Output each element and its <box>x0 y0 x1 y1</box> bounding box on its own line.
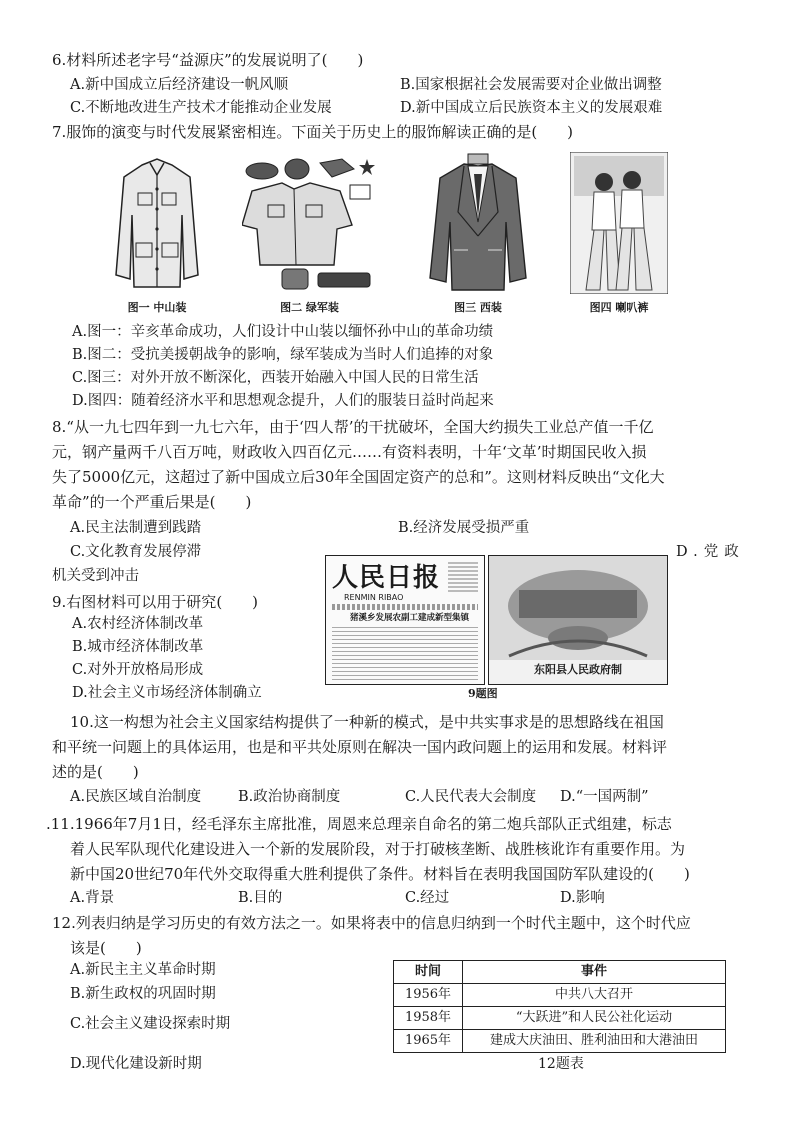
q8-option-b: B.经济发展受损严重 <box>398 520 530 536</box>
table-cell-year: 1958年 <box>394 1007 463 1030</box>
table-row <box>394 1030 726 1053</box>
newspaper-body-text <box>332 626 478 680</box>
q9-newspaper-image <box>325 555 485 685</box>
newspaper-column-block <box>448 562 478 592</box>
newspaper-masthead: 人民日报 <box>332 563 441 593</box>
table-header-time: 时间 <box>394 961 463 984</box>
q7-figure-2 <box>242 155 377 295</box>
q12-events-table <box>393 960 726 1053</box>
q9-option-d: D.社会主义市场经济体制确立 <box>72 685 262 701</box>
western-suit-image <box>428 152 528 294</box>
q7-figure-1 <box>112 155 202 295</box>
table-header-row <box>394 961 726 984</box>
q11-line-3: 新中国20世纪70年代外交取得重大胜利提供了条件。材料旨在表明我国国防军队建设的( ) <box>70 865 690 883</box>
q11-line-2: 着人民军队现代化建设进入一个新的发展阶段，对于打破核垄断、战胜核讹诈有重要作用。为 <box>70 840 686 858</box>
q9-option-b: B.城市经济体制改革 <box>72 639 204 655</box>
q8-line-4: 革命”的一个严重后果是( ) <box>52 493 252 511</box>
q11-option-a: A.背景 <box>70 890 115 906</box>
table-row <box>394 984 726 1007</box>
q9-option-c: C.对外开放格局形成 <box>72 662 204 678</box>
q10-option-b: B.政治协商制度 <box>238 789 341 805</box>
table-cell-event: 建成大庆油田、胜利油田和大港油田 <box>463 1030 726 1053</box>
q8-option-c: C.文化教育发展停滞 <box>70 544 202 560</box>
q7-caption-3: 图三 西装 <box>454 301 502 314</box>
q8-option-d-continued: 机关受到冲击 <box>52 568 139 584</box>
q7-figure-3 <box>428 152 528 294</box>
q12-option-c: C.社会主义建设探索时期 <box>70 1016 231 1032</box>
q7-figure-4 <box>570 152 668 294</box>
table-row <box>394 1007 726 1030</box>
q9-option-a: A.农村经济体制改革 <box>72 616 204 632</box>
newspaper-pinyin: RENMIN RIBAO <box>344 593 404 602</box>
q7-stem: 7.服饰的演变与时代发展紧密相连。下面关于历史上的服饰解读正确的是( ) <box>52 123 574 141</box>
q12-table-caption: 12题表 <box>538 1056 584 1072</box>
q7-option-b: B.图二：受抗美援朝战争的影响，绿军装成为当时人们追捧的对象 <box>72 347 494 363</box>
q10-option-d: D.“一国两制” <box>560 789 649 805</box>
q8-option-a: A.民主法制遭到践踏 <box>70 520 202 536</box>
q6-option-a: A.新中国成立后经济建设一帆风顺 <box>70 77 289 93</box>
q7-option-d: D.图四：随着经济水平和思想观念提升，人们的服装日益时尚起来 <box>72 393 494 409</box>
q12-line-2: 该是( ) <box>70 939 142 957</box>
table-cell-year: 1956年 <box>394 984 463 1007</box>
table-cell-year: 1965年 <box>394 1030 463 1053</box>
q6-option-b: B.国家根据社会发展需要对企业做出调整 <box>400 77 662 93</box>
q6-stem: 6.材料所述老字号“益源庆”的发展说明了( ) <box>52 51 364 69</box>
q8-line-3: 失了5000亿元，这超过了新中国成立后30年全国固定资产的总和”。这则材料反映出“文化大 <box>52 468 665 486</box>
q8-line-2: 元，钢产量两千八百万吨，财政收入四百亿元……有资料表明，十年‘文革’时期国民收入损 <box>52 443 647 461</box>
q11-option-c: C.经过 <box>405 890 450 906</box>
q9-figure-caption: 9题图 <box>468 687 498 700</box>
q7-option-c: C.图三：对外开放不断深化，西装开始融入中国人民的日常生活 <box>72 370 479 386</box>
table-cell-event: “大跃进”和人民公社化运动 <box>463 1007 726 1030</box>
q10-line-2: 和平统一问题上的具体运用，也是和平共处原则在解决一国内政问题上的运用和发展。材料评 <box>52 738 668 756</box>
q10-line-3: 述的是( ) <box>52 763 139 781</box>
q7-option-a: A.图一：辛亥革命成功，人们设计中山装以缅怀孙中山的革命功绩 <box>72 324 494 340</box>
q7-caption-4: 图四 喇叭裤 <box>589 301 649 314</box>
q10-option-a: A.民族区域自治制度 <box>70 789 202 805</box>
table-cell-event: 中共八大召开 <box>463 984 726 1007</box>
q11-option-b: B.目的 <box>238 890 283 906</box>
q8-line-1: 8.“从一九七四年到一九七六年，由于‘四人帮’的干扰破坏，全国大约损失工业总产值一千亿 <box>52 418 654 436</box>
q6-option-d: D.新中国成立后民族资本主义的发展艰难 <box>400 100 663 116</box>
newspaper-headline: 猪溪乡发展农副工建成新型集镇 <box>350 613 470 623</box>
certificate-issuer: 东阳县人民政府制 <box>534 663 622 676</box>
q10-option-c: C.人民代表大会制度 <box>405 789 537 805</box>
q7-caption-1: 图一 中山装 <box>127 301 187 314</box>
q9-certificate-image <box>488 555 668 685</box>
q11-line-1: .11.1966年7月1日，经毛泽东主席批准，周恩来总理亲自命名的第二炮兵部队正式组建，标志 <box>46 815 672 833</box>
q12-option-b: B.新生政权的巩固时期 <box>70 986 216 1002</box>
q12-option-a: A.新民主主义革命时期 <box>70 962 216 978</box>
q11-option-d: D.影响 <box>560 890 605 906</box>
army-uniform-image <box>242 155 377 295</box>
q12-line-1: 12.列表归纳是学习历史的有效方法之一。如果将表中的信息归纳到一个时代主题中，这个时代应 <box>52 914 691 932</box>
q9-stem: 9.右图材料可以用于研究( ) <box>52 593 259 611</box>
table-header-event: 事件 <box>463 961 726 984</box>
flared-trousers-photo <box>570 152 668 294</box>
q10-line-1: 10.这一构想为社会主义国家结构提供了一种新的模式，是中共实事求是的思想路线在祖国 <box>70 713 664 731</box>
q6-option-c: C.不断地改进生产技术才能推动企业发展 <box>70 100 332 116</box>
q12-option-d: D.现代化建设新时期 <box>70 1056 202 1072</box>
zhongshan-suit-image <box>112 155 202 295</box>
q8-option-d: D.党政 <box>676 544 745 560</box>
q7-caption-2: 图二 绿军装 <box>280 301 339 314</box>
